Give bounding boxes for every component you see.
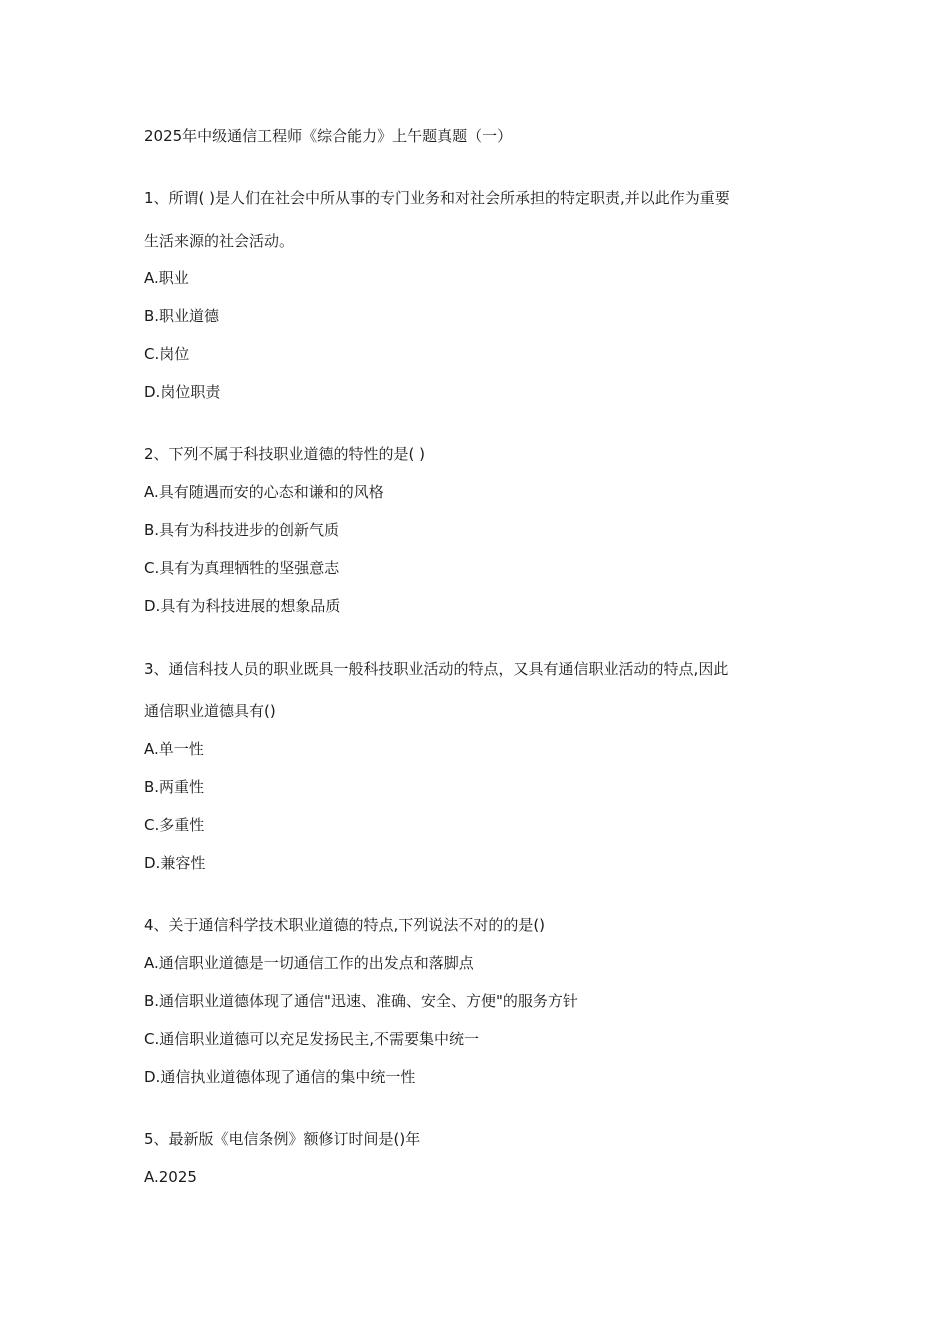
question-1-stem-line-2: 生活来源的社会活动。 — [144, 232, 295, 250]
question-5-option-a: A.2025 — [144, 1168, 197, 1186]
question-5-stem: 5、最新版《电信条例》额修订时间是()年 — [144, 1130, 421, 1148]
question-2-option-d: D.具有为科技进展的想象品质 — [144, 597, 341, 615]
question-4-option-c: C.通信职业道德可以充足发扬民主,不需要集中统一 — [144, 1030, 480, 1048]
question-4-option-d: D.通信执业道德体现了通信的集中统一性 — [144, 1068, 416, 1086]
question-1-option-c: C.岗位 — [144, 345, 190, 363]
question-2-option-c: C.具有为真理牺牲的坚强意志 — [144, 559, 340, 577]
question-3-stem-line-1: 3、通信科技人员的职业既具一般科技职业活动的特点，又具有通信职业活动的特点,因此 — [144, 660, 729, 678]
question-1-stem-line-1: 1、所谓( )是人们在社会中所从事的专门业务和对社会所承担的特定职责,并以此作为重要 — [144, 189, 730, 207]
document-title: 2025年中级通信工程师《综合能力》上午题真题（一） — [144, 127, 513, 145]
question-4-option-a: A.通信职业道德是一切通信工作的出发点和落脚点 — [144, 954, 474, 972]
question-2-option-a: A.具有随遇而安的心态和谦和的风格 — [144, 483, 384, 501]
question-1-option-d: D.岗位职责 — [144, 383, 221, 401]
question-3-option-c: C.多重性 — [144, 816, 205, 834]
question-3-option-a: A.单一性 — [144, 740, 204, 758]
question-4-stem: 4、关于通信科学技术职业道德的特点,下列说法不对的的是() — [144, 916, 546, 934]
question-2-option-b: B.具有为科技进步的创新气质 — [144, 521, 340, 539]
question-2-stem: 2、下列不属于科技职业道德的特性的是( ) — [144, 445, 426, 463]
question-3-option-b: B.两重性 — [144, 778, 205, 796]
question-1-option-a: A.职业 — [144, 269, 189, 287]
question-3-option-d: D.兼容性 — [144, 854, 206, 872]
question-4-option-b: B.通信职业道德体现了通信"迅速、准确、安全、方便"的服务方针 — [144, 992, 578, 1010]
question-3-stem-line-2: 通信职业道德具有() — [144, 702, 276, 720]
question-1-option-b: B.职业道德 — [144, 307, 220, 325]
